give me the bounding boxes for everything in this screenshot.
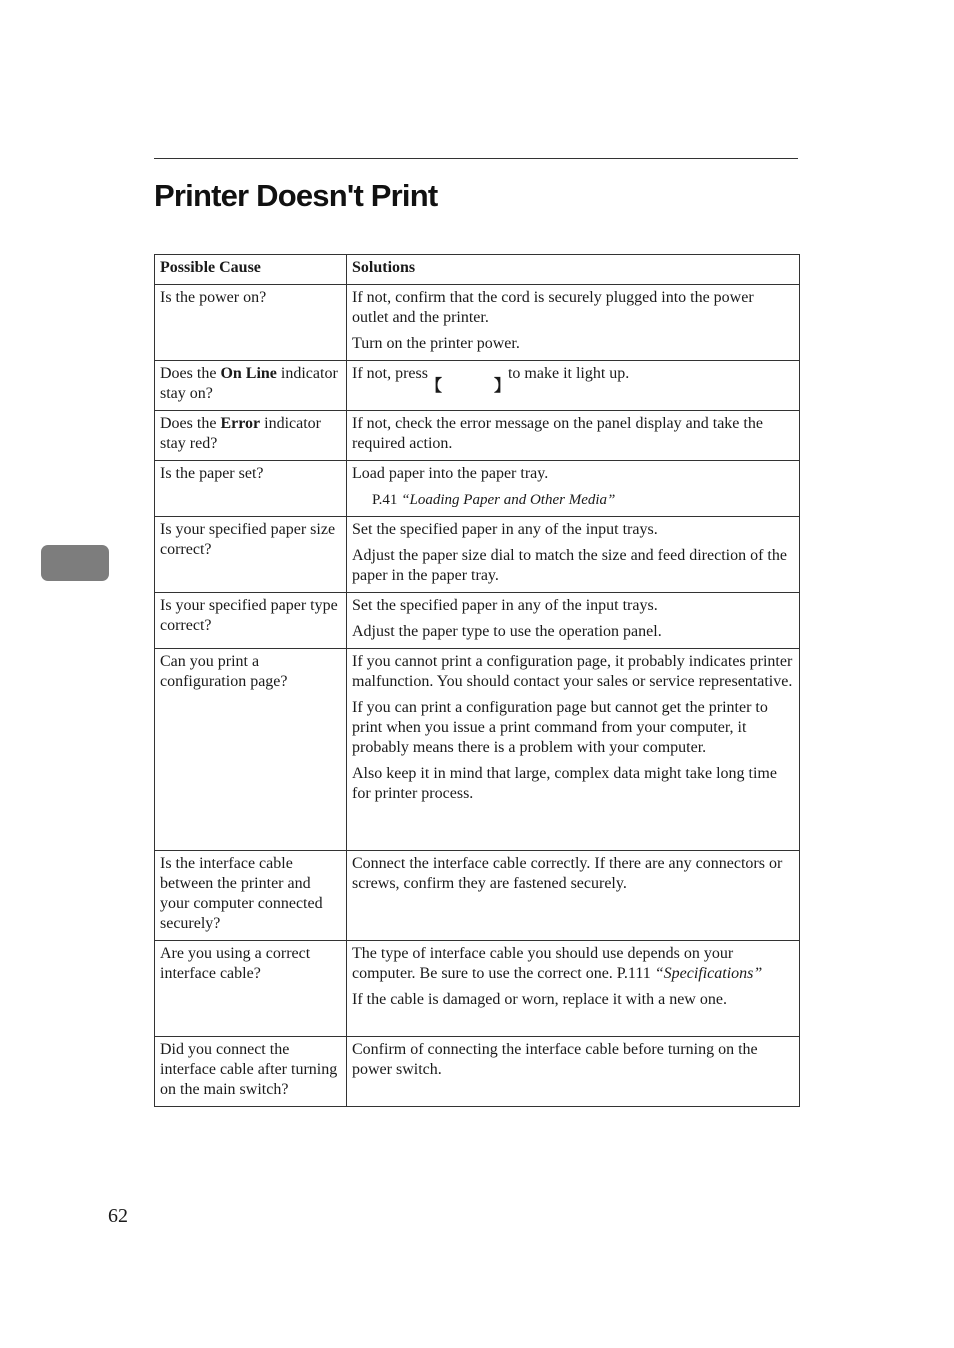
solution-text: Set the specified paper in any of the input trays. — [352, 521, 658, 538]
solution-text: Confirm of connecting the interface cable before turning on the power switch. — [352, 1041, 758, 1078]
solution-text: If not, press — [352, 365, 432, 382]
reference-title: “Specifications” — [654, 965, 763, 982]
cause-cell — [155, 361, 347, 411]
cause-cell: Can you print a configuration page? — [155, 649, 347, 851]
reference-page: P.41 — [372, 492, 402, 508]
table-row — [155, 649, 800, 851]
solution-text: Turn on the printer power. — [352, 335, 520, 352]
chapter-tab-marker — [41, 545, 109, 581]
solution-text: Connect the interface cable correctly. If there are any connectors or screws, confirm they are fastened securely. — [352, 855, 783, 892]
solution-text: Adjust the paper type to use the operation panel. — [352, 623, 662, 640]
reference-page: P.111 — [616, 965, 655, 982]
table-row — [155, 941, 800, 1037]
solution-cell — [347, 941, 800, 1037]
solution-text: Also keep it in mind that large, complex data might take long time for printer process. — [352, 765, 777, 802]
table-row — [155, 285, 800, 361]
table-row — [155, 361, 800, 411]
table-header-row — [155, 255, 800, 285]
solution-text: If you cannot print a configuration page, it probably indicates printer malfunction. You should contact your sales or service representative. — [352, 653, 793, 690]
table-row — [155, 461, 800, 517]
table-row — [155, 517, 800, 593]
table-row — [155, 411, 800, 461]
solution-cell — [347, 361, 800, 411]
solution-text: If not, confirm that the cord is securely plugged into the power outlet and the printer. — [352, 289, 754, 326]
cause-cell: Are you using a correct interface cable? — [155, 941, 347, 1037]
solution-text: The type of interface cable you should use depends on your computer. Be sure to use the correct one. — [352, 945, 734, 982]
error-indicator-label: Error — [220, 415, 261, 432]
solution-cell — [347, 517, 800, 593]
table-row — [155, 851, 800, 941]
on-line-indicator-label: On Line — [220, 365, 277, 382]
solution-text: to make it light up. — [503, 365, 630, 382]
table-row — [155, 1037, 800, 1107]
solution-cell — [347, 649, 800, 851]
solution-cell — [347, 411, 800, 461]
column-header-cause: Possible Cause — [155, 255, 347, 285]
solution-text: If not, check the error message on the panel display and take the required action. — [352, 415, 763, 452]
cause-cell: Is the power on? — [155, 285, 347, 361]
solution-text: Set the specified paper in any of the input trays. — [352, 597, 658, 614]
cause-cell — [155, 411, 347, 461]
cause-cell: Is your specified paper size correct? — [155, 517, 347, 593]
page-reference — [372, 490, 793, 510]
reference-title: “Loading Paper and Other Media” — [401, 492, 616, 508]
troubleshooting-table — [154, 254, 800, 1107]
solution-cell — [347, 851, 800, 941]
cause-cell: Is the paper set? — [155, 461, 347, 517]
solution-cell — [347, 1037, 800, 1107]
solution-text: Load paper into the paper tray. — [352, 465, 549, 482]
solution-cell — [347, 593, 800, 649]
page-number: 62 — [108, 1205, 128, 1227]
solution-cell — [347, 461, 800, 517]
cause-cell: Is the interface cable between the printer and your computer connected securely? — [155, 851, 347, 941]
cause-text: indicator stay red? — [160, 415, 321, 452]
cause-text: Does the — [160, 415, 221, 432]
header-rule — [154, 158, 798, 159]
column-header-solutions: Solutions — [347, 255, 800, 285]
cause-text: Does the — [160, 365, 221, 382]
solution-text — [352, 944, 793, 984]
solution-text: Adjust the paper size dial to match the size and feed direction of the paper in the paper tray. — [352, 547, 787, 584]
page-title: Printer Doesn't Print — [154, 178, 438, 213]
cause-cell: Did you connect the interface cable after turning on the main switch? — [155, 1037, 347, 1107]
table-row — [155, 593, 800, 649]
cause-text: indicator stay on? — [160, 365, 338, 402]
solution-cell — [347, 285, 800, 361]
cause-cell: Is your specified paper type correct? — [155, 593, 347, 649]
solution-text: If you can print a configuration page but cannot get the printer to print when you issue a print command from your computer, it probably means there is a problem with your computer. — [352, 699, 768, 756]
solution-text: If the cable is damaged or worn, replace it with a new one. — [352, 991, 727, 1008]
